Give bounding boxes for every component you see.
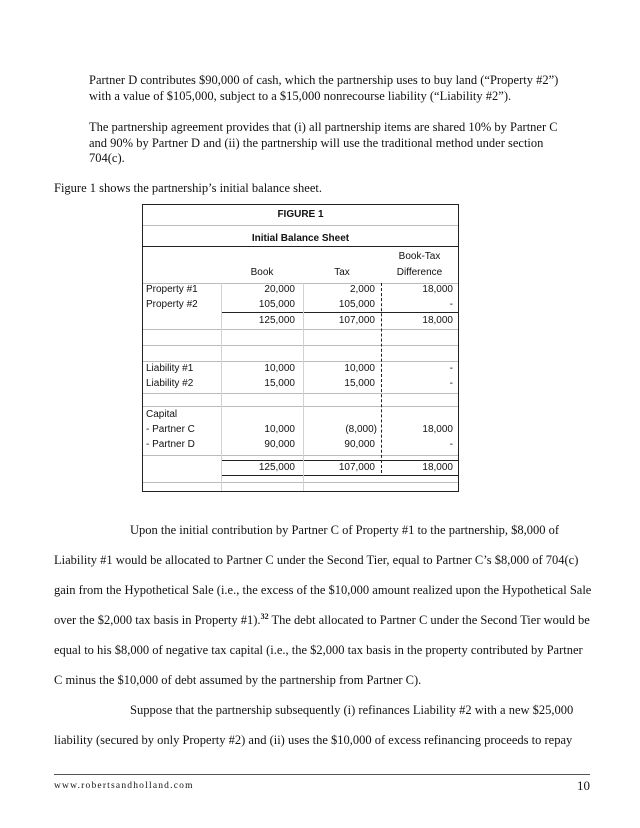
header-diff-line1: Book-Tax: [398, 251, 441, 262]
row-label-partner-d: - Partner D: [146, 439, 195, 450]
footer-website: www.robertsandholland.com: [54, 781, 194, 791]
footer-divider: [54, 774, 590, 775]
cell-property2-book: 105,000: [258, 299, 295, 310]
figure-label: FIGURE 1: [277, 209, 324, 220]
cell-asset-total-book: 125,000: [258, 315, 295, 326]
page-number: 10: [577, 778, 590, 793]
row-label-liability1: Liability #1: [146, 363, 194, 374]
header-book: Book: [250, 267, 274, 278]
cell-liability1-book: 10,000: [264, 363, 295, 374]
footnote-marker: 32: [260, 611, 269, 621]
cell-liability1-tax: 10,000: [344, 363, 375, 374]
cell-partner-c-diff: 18,000: [422, 424, 453, 435]
cell-partner-c-tax: (8,000): [345, 424, 377, 435]
cell-property1-book: 20,000: [264, 284, 295, 295]
cell-asset-total-diff: 18,000: [422, 315, 453, 326]
cell-property2-diff: -: [449, 299, 453, 310]
table-title: Initial Balance Sheet: [251, 233, 350, 244]
cell-partner-d-tax: 90,000: [344, 439, 375, 450]
cell-partner-d-book: 90,000: [264, 439, 295, 450]
row-label-liability2: Liability #2: [146, 378, 194, 389]
cell-liability2-tax: 15,000: [344, 378, 375, 389]
paragraph-initial-contribution: Upon the initial contribution by Partner C of Property #1 to the partnership, $8,000 of Liability #1 would be allocated to Partner C under the Second Tier, equal to Partner C’s $8,000 of 704(c) gain from the Hypothetical Sale (i.e., the excess of the $10,000 amount realized upon the Hypothetical Sale over the $2,000 tax basis in Property #1).$^{32}$ The debt allocated to Partner C under the Second Tier would be equal to his $8,000 of negative tax capital (i.e., the $2,000 tax basis in the property contributed by Partner C minus the $10,000 of debt assumed by the partnership from Partner C).: [54, 523, 592, 687]
cell-liability2-book: 15,000: [264, 378, 295, 389]
cell-partner-c-book: 10,000: [264, 424, 295, 435]
balance-sheet-table: [142, 204, 459, 492]
row-label-capital: Capital: [146, 409, 178, 420]
paragraph-figure-intro: Figure 1 shows the partnership’s initial balance sheet.: [54, 181, 322, 195]
row-label-property2: Property #2: [146, 299, 198, 310]
row-label-property1: Property #1: [146, 284, 198, 295]
paragraph-refinance: Suppose that the partnership subsequently (i) refinances Liability #2 with a new $25,000 liability (secured by only Property #2) and (ii) uses the $10,000 of excess refinancing proceeds to repay: [54, 703, 574, 747]
cell-partner-d-diff: -: [449, 439, 453, 450]
paragraph-partnership-agreement: The partnership agreement provides that (i) all partnership items are shared 10% by Partner C and 90% by Partner D and (ii) the partnership will use the traditional method under section 704(c).: [89, 120, 558, 165]
cell-property2-tax: 105,000: [338, 299, 375, 310]
cell-grand-total-tax: 107,000: [338, 462, 375, 473]
cell-asset-total-tax: 107,000: [338, 315, 375, 326]
cell-liability1-diff: -: [449, 363, 453, 374]
header-tax: Tax: [334, 267, 350, 278]
cell-grand-total-diff: 18,000: [422, 462, 453, 473]
header-diff-line2: Difference: [396, 267, 443, 278]
paragraph-partner-d-contribution: Partner D contributes $90,000 of cash, which the partnership uses to buy land (“Property #2”) with a value of $105,000, subject to a $15,000 nonrecourse liability (“Liability #2”).: [89, 73, 559, 103]
row-label-partner-c: - Partner C: [146, 424, 195, 435]
cell-grand-total-book: 125,000: [258, 462, 295, 473]
cell-liability2-diff: -: [449, 378, 453, 389]
cell-property1-tax: 2,000: [349, 284, 375, 295]
cell-property1-diff: 18,000: [422, 284, 453, 295]
